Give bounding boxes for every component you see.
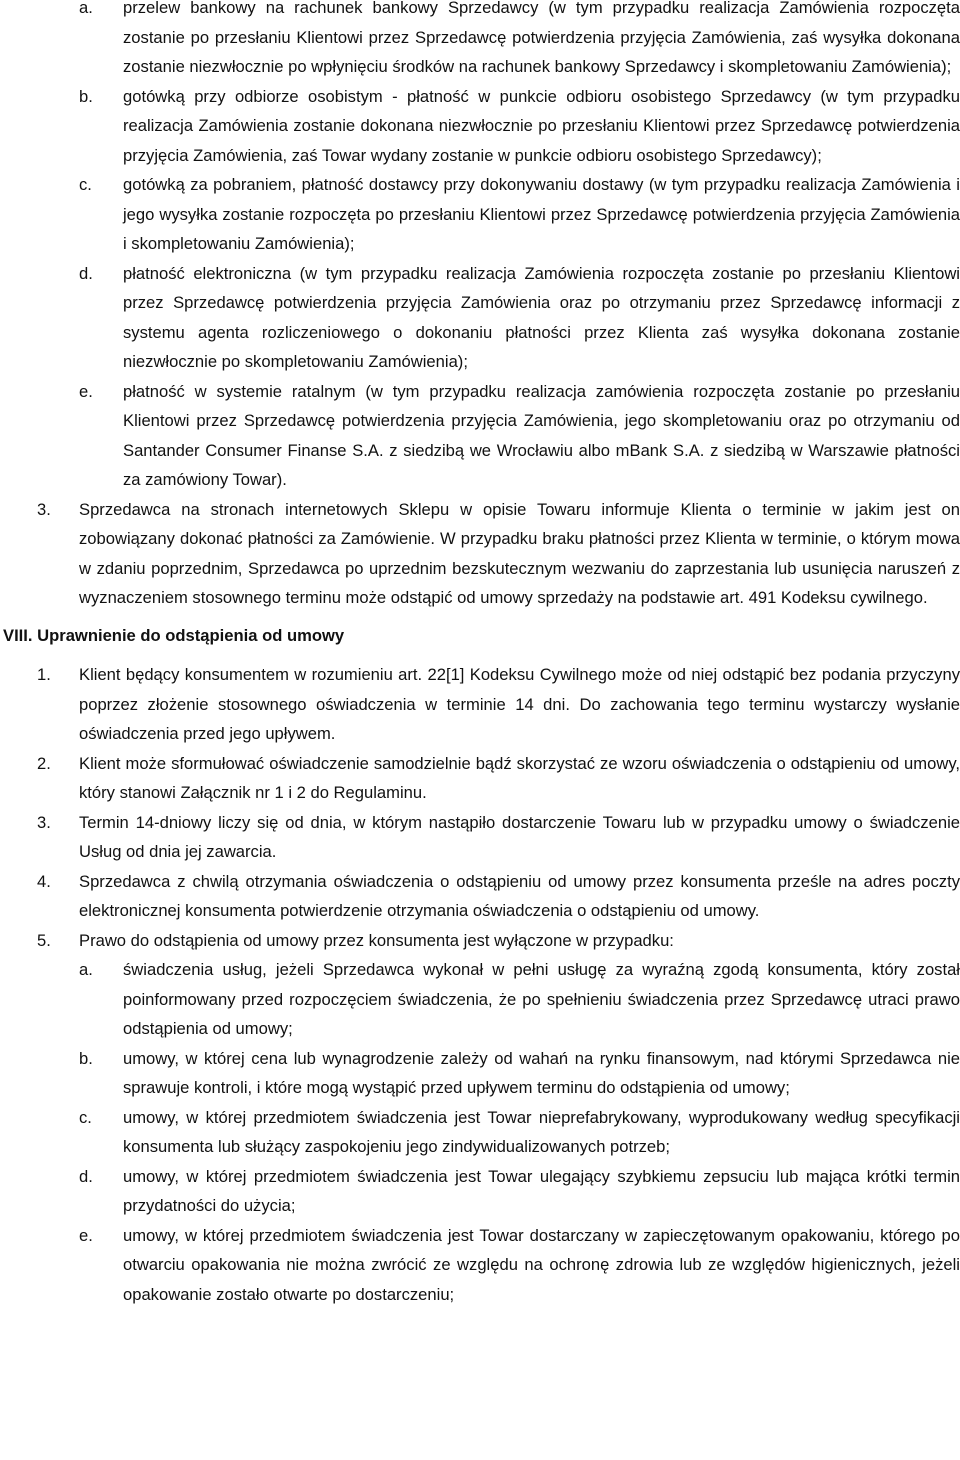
list-marker: d. (79, 263, 93, 283)
list-item-text: przelew bankowy na rachunek bankowy Sprzedawcy (w tym przypadku realizacja Zamówienia rozpoczęta zostanie po przesłaniu Klientowi przez Sprzedawcę potwierdzenia przyjęcia Zamówienia, zaś wysyłka dokonana zostanie niezwłocznie po wpłynięciu środków na rachunek bankowy Sprzedawcy i skompletowaniu Zamówienia); (123, 0, 960, 76)
list-marker: a. (79, 960, 93, 979)
numbered-point-2 (0, 749, 960, 808)
list-item-payment-c (0, 170, 960, 259)
list-marker: a. (79, 0, 93, 17)
list-marker: 5. (37, 930, 51, 950)
list-item-text: świadczenia usług, jeżeli Sprzedawca wykonał w pełni usługę za wyraźną zgodą konsumenta, który został poinformowany przed rozpoczęciem świadczenia, że po spełnieniu świadczenia przez Sprzedawcę utraci prawo odstąpienia od umowy; (123, 960, 960, 1038)
list-item-text: umowy, w której przedmiotem świadczenia jest Towar ulegający szybkiemu zepsuciu lub mająca krótki termin przydatności do użycia; (123, 1166, 960, 1215)
list-item-exclusion-e (0, 1221, 960, 1310)
numbered-point-5 (0, 926, 960, 956)
list-item-payment-b (0, 82, 960, 171)
list-marker: 3. (37, 499, 51, 519)
list-item-text: płatność elektroniczna (w tym przypadku realizacja Zamówienia rozpoczęta zostanie po przesłaniu Klientowi przez Sprzedawcę potwierdzenia przyjęcia Zamówienia oraz po otrzymaniu przez Sprzedawcę informacji z systemu agenta rozliczeniowego o dokonaniu płatności przez Klienta zaś wysyłka dokonana zostanie niezwłocznie po skompletowaniu Zamówienia); (123, 263, 960, 371)
list-marker: 4. (37, 871, 51, 891)
list-item-text: płatność w systemie ratalnym (w tym przypadku realizacja zamówienia rozpoczęta zostanie po przesłaniu Klientowi przez Sprzedawcę potwierdzenia przyjęcia Zamówienia, jego skompletowaniu oraz po otrzymaniu od Santander Consumer Finanse S.A. z siedzibą we Wrocławiu albo mBank S.A. z siedzibą w Warszawie płatności za zamówiony Towar). (123, 381, 960, 489)
list-item-payment-d (0, 259, 960, 377)
list-marker: b. (79, 1048, 93, 1068)
list-marker: 1. (37, 665, 51, 684)
list-item-text: umowy, w której przedmiotem świadczenia jest Towar dostarczany w zapieczętowanym opakowaniu, którego po otwarciu opakowania nie można zwrócić ze względu na ochronę zdrowia lub ze względów higienicznych, jeżeli opakowanie zostało otwarte po dostarczeniu; (123, 1225, 960, 1304)
list-item-text: Klient może sformułować oświadczenie samodzielnie bądź skorzystać ze wzoru oświadczenia o odstąpieniu od umowy, który stanowi Załącznik nr 1 i 2 do Regulaminu. (79, 753, 960, 802)
list-marker: c. (79, 175, 92, 194)
numbered-point-3 (0, 495, 960, 613)
list-item-payment-e (0, 377, 960, 495)
numbered-point-4 (0, 867, 960, 926)
list-item-text: Sprzedawca z chwilą otrzymania oświadczenia o odstąpieniu od umowy przez konsumenta prześle na adres poczty elektronicznej konsumenta potwierdzenie otrzymania oświadczenia o odstąpieniu od umowy. (79, 871, 960, 920)
list-marker: c. (79, 1107, 92, 1127)
list-item-exclusion-b (0, 1044, 960, 1103)
list-item-text: gotówką za pobraniem, płatność dostawcy przy dokonywaniu dostawy (w tym przypadku realizacja Zamówienia i jego wysyłka zostanie rozpoczęta po przesłaniu Klientowi przez Sprzedawcę potwierdzenia przyjęcia Zamówienia i skompletowaniu Zamówienia); (123, 175, 960, 253)
list-marker: b. (79, 86, 93, 106)
list-item-payment-a (0, 0, 960, 82)
list-item-text: gotówką przy odbiorze osobistym - płatność w punkcie odbioru osobistego Sprzedawcy (w tym przypadku realizacja Zamówienia zostanie dokonana niezwłocznie po przesłaniu Klientowi przez Sprzedawcę potwierdzenia przyjęcia Zamówienia, zaś Towar wydany zostanie w punkcie odbioru osobistego Sprzedawcy); (123, 86, 960, 165)
list-marker: 2. (37, 753, 51, 773)
list-marker: e. (79, 381, 93, 401)
list-item-text: Klient będący konsumentem w rozumieniu art. 22[1] Kodeksu Cywilnego może od niej odstąpić bez podania przyczyny poprzez złożenie stosownego oświadczenia w terminie 14 dni. Do zachowania tego terminu wystarczy wysłanie oświadczenia przed jego upływem. (79, 665, 960, 743)
list-marker: d. (79, 1166, 93, 1186)
list-item-text: Prawo do odstąpienia od umowy przez konsumenta jest wyłączone w przypadku: (79, 930, 674, 950)
numbered-point-3b (0, 808, 960, 867)
list-marker: 3. (37, 812, 51, 832)
numbered-point-1 (0, 660, 960, 749)
section-heading: VIII. Uprawnienie do odstąpienia od umowy (3, 625, 345, 645)
list-marker: e. (79, 1225, 93, 1245)
list-item-text: Termin 14-dniowy liczy się od dnia, w którym nastąpiło dostarczenie Towaru lub w przypadku umowy o świadczenie Usług od dnia jej zawarcia. (79, 812, 960, 861)
list-item-text: umowy, w której cena lub wynagrodzenie zależy od wahań na rynku finansowym, nad którymi Sprzedawca nie sprawuje kontroli, i które mogą wystąpić przed upływem terminu do odstąpienia od umowy; (123, 1048, 960, 1097)
list-item-exclusion-c (0, 1103, 960, 1162)
list-item-text: umowy, w której przedmiotem świadczenia jest Towar nieprefabrykowany, wyprodukowany według specyfikacji konsumenta lub służący zaspokojeniu jego zindywidualizowanych potrzeb; (123, 1107, 960, 1156)
list-item-exclusion-a (0, 955, 960, 1044)
list-item-exclusion-d (0, 1162, 960, 1221)
list-item-text: Sprzedawca na stronach internetowych Sklepu w opisie Towaru informuje Klienta o terminie w jakim jest on zobowiązany dokonać płatności za Zamówienie. W przypadku braku płatności przez Klienta w terminie, o którym mowa w zdaniu poprzednim, Sprzedawca po uprzednim bezskutecznym wezwaniu do zaprzestania lub usunięcia naruszeń z wyznaczeniem stosownego terminu może odstąpić od umowy sprzedaży na podstawie art. 491 Kodeksu cywilnego. (79, 499, 960, 607)
